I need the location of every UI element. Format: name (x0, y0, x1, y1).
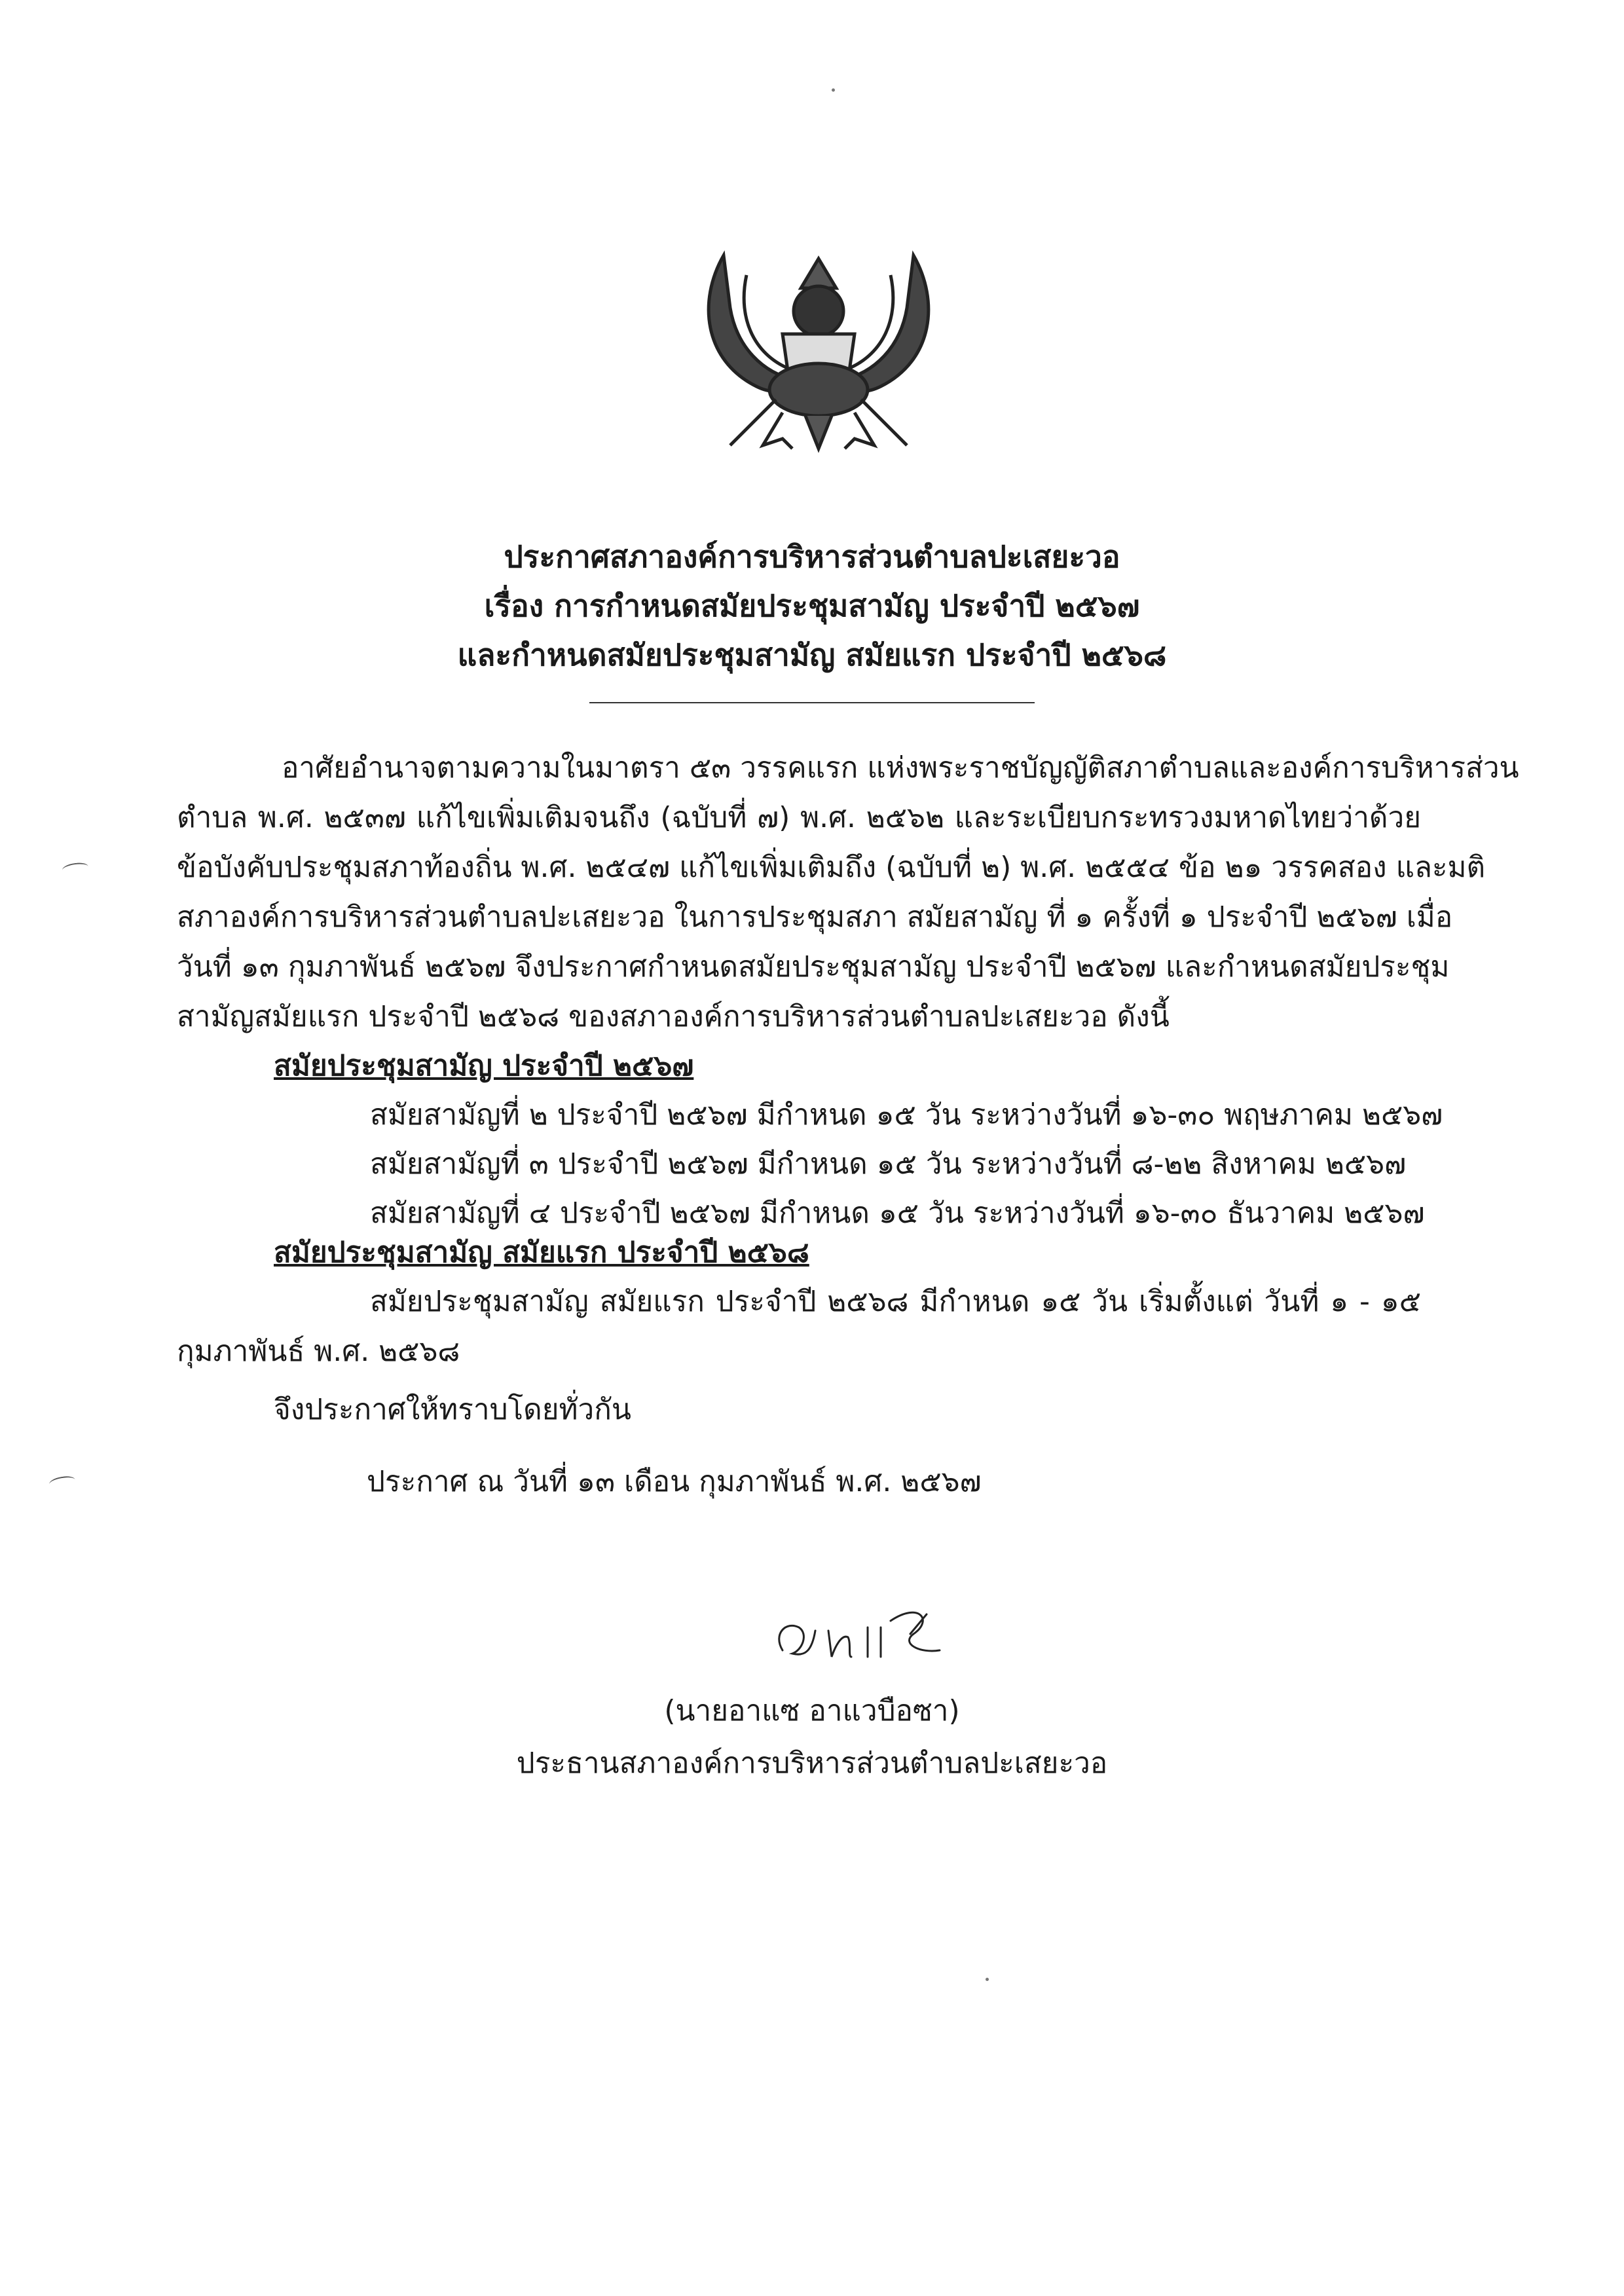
announcement-date: ประกาศ ณ วันที่ ๑๓ เดือน กุมภาพันธ์ พ.ศ. ๒๕๖๗ (367, 1465, 982, 1498)
scan-mark (48, 1475, 76, 1490)
session-2568-paragraph (177, 1277, 1421, 1377)
scan-mark (62, 861, 89, 875)
paragraph-line: ข้อบังคับประชุมสภาท้องถิ่น พ.ศ. ๒๕๔๗ แก้ไขเพิ่มเติมถึง (ฉบับที่ ๒) พ.ศ. ๒๕๕๔ ข้อ ๒๑ วรรคสอง และมติ (177, 851, 1486, 884)
session-item: สมัยสามัญที่ ๒ ประจำปี ๒๕๖๗ มีกำหนด ๑๕ วัน ระหว่างวันที่ ๑๖-๓๐ พฤษภาคม ๒๕๖๗ (370, 1098, 1443, 1132)
paragraph-line: สามัญสมัยแรก ประจำปี ๒๕๖๘ ของสภาองค์การบริหารส่วนตำบลปะเสยะวอ ดังนี้ (177, 1000, 1170, 1033)
paragraph-line: สภาองค์การบริหารส่วนตำบลปะเสยะวอ ในการประชุมสภา สมัยสามัญ ที่ ๑ ครั้งที่ ๑ ประจำปี ๒๕๖๗ เมื่อ (177, 900, 1453, 934)
signer-position: ประธานสภาองค์การบริหารส่วนตำบลปะเสยะวอ (516, 1747, 1108, 1780)
scan-dot (832, 88, 835, 92)
session-2568-line: สมัยประชุมสามัญ สมัยแรก ประจำปี ๒๕๖๘ มีกำหนด ๑๕ วัน เริ่มตั้งแต่ วันที่ ๑ - ๑๕ (370, 1285, 1421, 1318)
paragraph-line: วันที่ ๑๓ กุมภาพันธ์ ๒๕๖๗ จึงประกาศกำหนดสมัยประชุมสามัญ ประจำปี ๒๕๖๗ และกำหนดสมัยประชุม (177, 950, 1450, 984)
section-heading-2568: สมัยประชุมสามัญ สมัยแรก ประจำปี ๒๕๖๘ (274, 1236, 809, 1269)
garuda-emblem-icon (684, 249, 953, 458)
title-divider (589, 702, 1035, 703)
section-heading-2567: สมัยประชุมสามัญ ประจำปี ๒๕๖๗ (274, 1049, 694, 1083)
session-item: สมัยสามัญที่ ๓ ประจำปี ๒๕๖๗ มีกำหนด ๑๕ วัน ระหว่างวันที่ ๘-๒๒ สิงหาคม ๒๕๖๗ (370, 1147, 1407, 1181)
handwritten-signature (769, 1595, 966, 1673)
main-paragraph (177, 743, 1519, 1042)
paragraph-line: อาศัยอำนาจตามความในมาตรา ๕๓ วรรคแรก แห่งพระราชบัญญัติสภาตำบลและองค์การบริหารส่วน (282, 751, 1519, 785)
scan-dot (986, 1978, 989, 1981)
session-item: สมัยสามัญที่ ๔ ประจำปี ๒๕๖๗ มีกำหนด ๑๕ วัน ระหว่างวันที่ ๑๖-๓๐ ธันวาคม ๒๕๖๗ (370, 1196, 1425, 1230)
session-2568-line-continued: กุมภาพันธ์ พ.ศ. ๒๕๖๘ (177, 1335, 460, 1368)
announcement-title: ประกาศสภาองค์การบริหารส่วนตำบลปะเสยะวอ (504, 539, 1120, 574)
signer-name: (นายอาแซ อาแวบือซา) (664, 1694, 960, 1728)
subject-line-continued: และกำหนดสมัยประชุมสามัญ สมัยแรก ประจำปี ๒๕๖๘ (457, 637, 1167, 673)
paragraph-line: ตำบล พ.ศ. ๒๕๓๗ แก้ไขเพิ่มเติมจนถึง (ฉบับที่ ๗) พ.ศ. ๒๕๖๒ และระเบียบกระทรวงมหาดไทยว่าด้วย (177, 801, 1421, 834)
closing-statement: จึงประกาศให้ทราบโดยทั่วกัน (274, 1393, 631, 1426)
subject-line: เรื่อง การกำหนดสมัยประชุมสามัญ ประจำปี ๒๕๖๗ (484, 588, 1140, 623)
